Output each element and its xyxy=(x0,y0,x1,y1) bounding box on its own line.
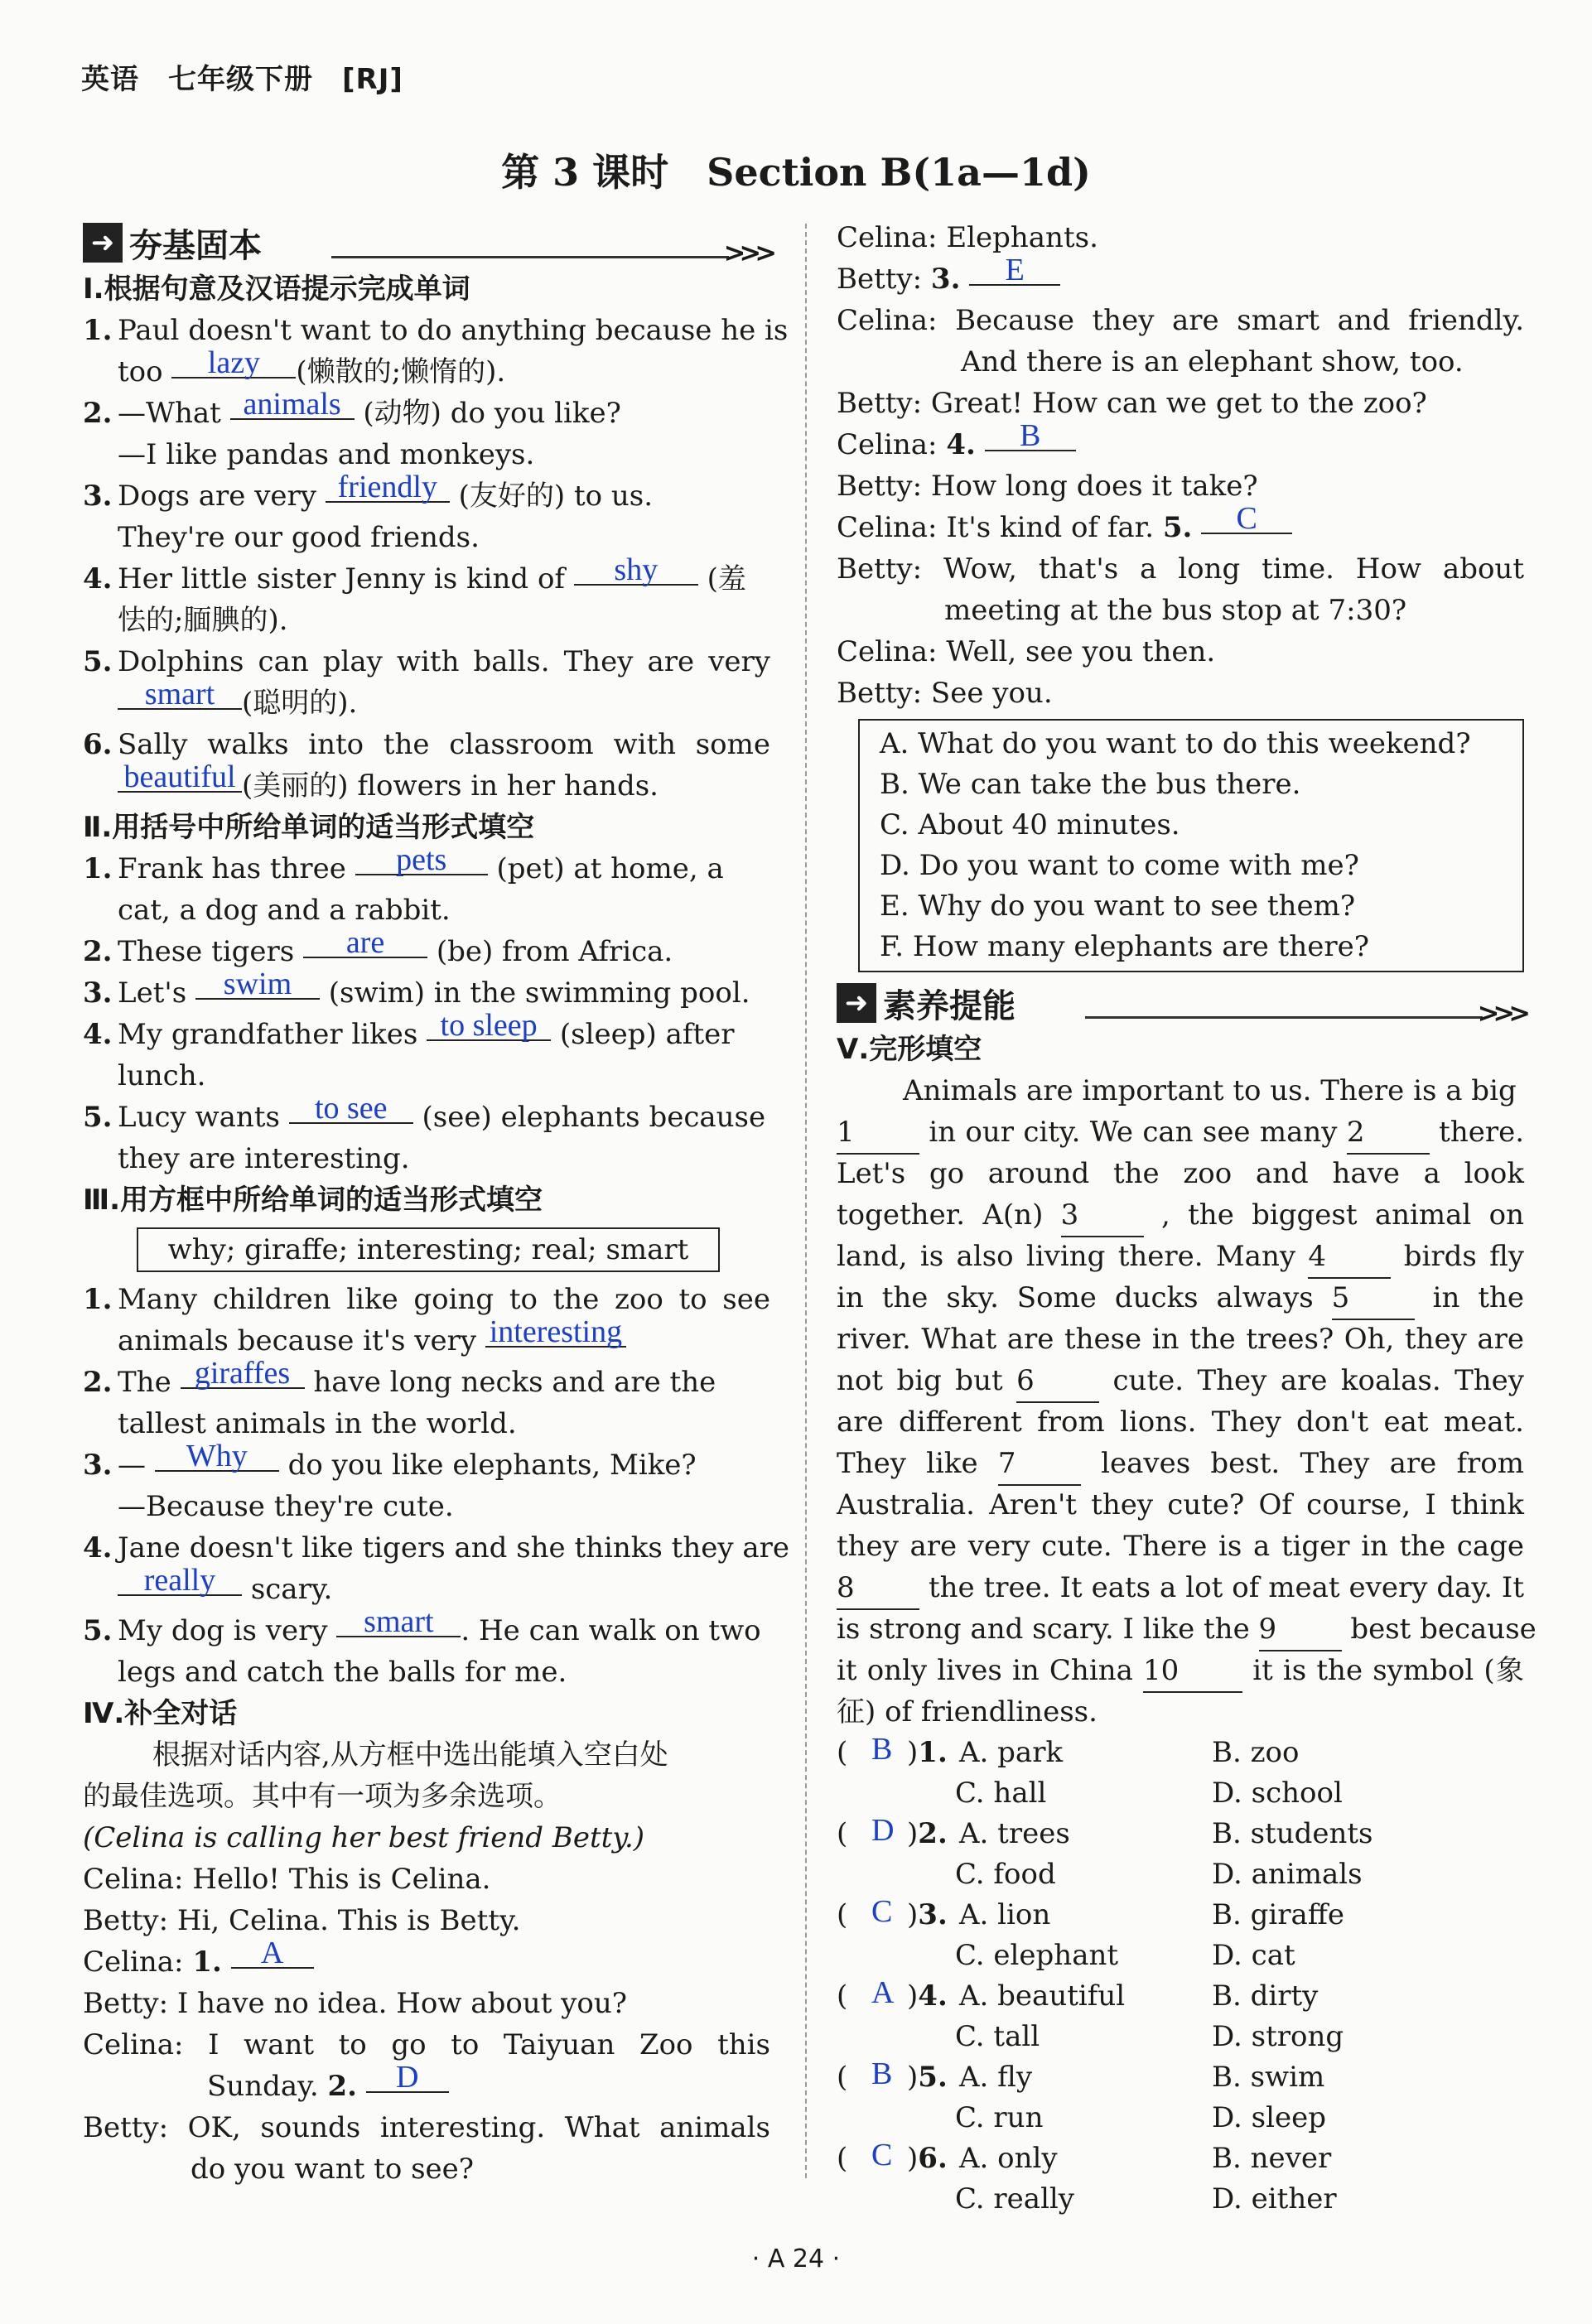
mc-question: ( B )5. A. fly B. swim xyxy=(837,2057,1524,2098)
section-3-heading: Ⅲ.用方框中所给单词的适当形式填空 xyxy=(83,1184,543,1217)
arrow-icon: ➜ xyxy=(837,983,876,1023)
cloze-blank[interactable]: 4 xyxy=(1308,1236,1391,1279)
multiple-choice-list xyxy=(837,1733,1524,2220)
mc-answer[interactable]: B xyxy=(871,1732,893,1767)
column-divider xyxy=(805,224,807,2178)
answer-blank[interactable]: shy xyxy=(574,556,698,586)
chevrons-icon: >>> xyxy=(723,237,770,268)
dialogue-blank[interactable]: B xyxy=(985,422,1076,451)
question-3-5: 5. My dog is very smart . He can walk on two xyxy=(83,1604,761,1647)
mc-answer[interactable]: C xyxy=(871,2138,893,2172)
mc-option-c[interactable]: C. really xyxy=(955,2182,1075,2216)
answer-blank[interactable]: Why xyxy=(155,1442,279,1472)
dialogue-blank[interactable]: D xyxy=(366,2063,449,2093)
mc-question-row2 xyxy=(837,2179,1524,2220)
mc-option-b[interactable]: B. students xyxy=(1212,1817,1373,1850)
cloze-blank[interactable]: 5 xyxy=(1332,1277,1415,1320)
mc-answer[interactable]: A xyxy=(871,1975,895,2010)
mc-option-b[interactable]: B. giraffe xyxy=(1212,1898,1345,1931)
answer-blank[interactable]: pets xyxy=(355,846,488,875)
mc-option-b[interactable]: B. never xyxy=(1212,2142,1332,2175)
answer-blank[interactable]: smart xyxy=(118,680,242,710)
question-1-5: 5. Dolphins can play with balls. They are very xyxy=(83,645,770,678)
question-3-4: 4. Jane doesn't like tigers and she thinks they are xyxy=(83,1531,790,1565)
mc-answer[interactable]: C xyxy=(871,1894,893,1929)
mc-option-c[interactable]: C. elephant xyxy=(955,1939,1119,1972)
mc-option-a[interactable]: A. fly xyxy=(959,2061,1033,2094)
cloze-blank[interactable]: 1 xyxy=(837,1111,919,1155)
mc-question: ( C )3. A. lion B. giraffe xyxy=(837,1895,1524,1936)
page-number: · A 24 · xyxy=(751,2244,841,2273)
cloze-blank[interactable]: 3 xyxy=(1061,1194,1144,1237)
dialogue-context: (Celina is calling her best friend Betty.) xyxy=(83,1821,645,1854)
mc-option-d[interactable]: D. animals xyxy=(1212,1858,1363,1891)
mc-option-d[interactable]: D. either xyxy=(1212,2182,1337,2216)
dialogue-blank[interactable]: A xyxy=(231,1939,314,1969)
cloze-blank[interactable]: 8 xyxy=(837,1567,919,1610)
question-3-2: 2. The giraffes have long necks and are the xyxy=(83,1356,716,1399)
mc-question-row2 xyxy=(837,2017,1524,2057)
mc-option-b[interactable]: B. swim xyxy=(1212,2061,1325,2094)
mc-option-c[interactable]: C. hall xyxy=(955,1777,1047,1810)
mc-answer[interactable]: D xyxy=(871,1813,895,1848)
mc-option-d[interactable]: D. strong xyxy=(1212,2020,1344,2053)
left-column: ➜ 夯基固本 >>> Ⅰ.根据句意及汉语提示完成单词 1. Paul doesn't want to do anything because he is too lazy (懒散的;懒惰的). 2. —What animals (动物) do you like? —I like pandas and monkeys. 3. Dogs are very friendly (友好的) to us. They're our good friends. 4. Her little sister Jenny is kind of shy (羞 怯的;腼腆的). 5. Dolphins can play with balls. They are very smart (聪明的). 6. Sally walks into the classroom with some beautiful (美丽的) flowers in her hands. Ⅱ.用括号中所给单词的适当形式填空 1. Frank has three pets (pet) at home, a cat, a dog and a rabbit. 2. These tigers are (be) from Africa. 3. Let's swim (swim) in the swimming pool. 4. My grandfather likes to sleep (sleep) after lunch. 5. Lucy wants to see (see) elephants because they are interesting. Ⅲ.用方框中所给单词的适当形式填空 why; giraffe; interesting; real; smart 1. Many children like going to the zoo to see animals because it's very interesting 2. The giraffes have long necks and are the tallest animals in the world. 3. — Why do you like elephants, Mike? —Because they're cute. 4. Jane doesn't like tigers and she thinks they are really scary. 5. My dog is very smart . He can walk on two legs and catch the balls for me. Ⅳ.补全对话 根据对话内容,从方框中选出能填入空白处 的最佳选项。其中有一项为多余选项。 (Celina is calling her best friend Betty.) Celina: Hello! This is Celina. Betty: Hi, Celina. This is Betty. Celina: 1. A Betty: I have no idea. How about you? Celina: I want to go to Taiyuan Zoo this Sunday. 2. D Betty: OK, sounds interesting. What animals do you want to see? xyxy=(83,217,770,2190)
mc-question-row2 xyxy=(837,2098,1524,2138)
mc-question: ( A )4. A. beautiful B. dirty xyxy=(837,1976,1524,2017)
mc-question-row2 xyxy=(837,1773,1524,1814)
mc-option-c[interactable]: C. run xyxy=(955,2101,1044,2134)
answer-blank[interactable]: swim xyxy=(195,970,320,1000)
question-1-6: 6. Sally walks into the classroom with some xyxy=(83,728,770,761)
cloze-blank[interactable]: 6 xyxy=(1016,1360,1099,1403)
question-2-5: 5. Lucy wants to see (see) elephants because xyxy=(83,1091,766,1134)
answer-blank[interactable]: animals xyxy=(230,390,355,420)
mc-answer[interactable]: B xyxy=(871,2056,893,2091)
section-5-heading: Ⅴ.完形填空 xyxy=(837,1033,982,1066)
option-f: F. How many elephants are there? xyxy=(880,930,1369,963)
option-c: C. About 40 minutes. xyxy=(880,808,1180,841)
mc-option-c[interactable]: C. food xyxy=(955,1858,1056,1891)
mc-option-d[interactable]: D. sleep xyxy=(1212,2101,1326,2134)
question-2-4: 4. My grandfather likes to sleep (sleep) after xyxy=(83,1008,735,1051)
options-box xyxy=(858,719,1524,972)
cloze-blank[interactable]: 10 xyxy=(1143,1650,1242,1693)
question-3-3: 3. — Why do you like elephants, Mike? xyxy=(83,1439,697,1482)
word-box: why; giraffe; interesting; real; smart xyxy=(137,1227,720,1272)
section-banner-basic: ➜ 夯基固本 >>> xyxy=(83,217,770,268)
answer-blank[interactable]: smart xyxy=(336,1608,461,1637)
mc-option-a[interactable]: A. only xyxy=(959,2142,1058,2175)
mc-question: ( C )6. A. only B. never xyxy=(837,2138,1524,2179)
lesson-title: 第 3 课时 Section B(1a—1d) xyxy=(501,150,1091,195)
question-2-2: 2. These tigers are (be) from Africa. xyxy=(83,925,673,968)
option-e: E. Why do you want to see them? xyxy=(880,890,1356,923)
chevrons-icon: >>> xyxy=(1477,997,1524,1029)
mc-option-b[interactable]: B. zoo xyxy=(1212,1736,1300,1769)
answer-blank[interactable]: to sleep xyxy=(427,1011,551,1041)
mc-question: ( B )1. A. park B. zoo xyxy=(837,1733,1524,1773)
mc-option-d[interactable]: D. school xyxy=(1212,1777,1343,1810)
mc-option-a[interactable]: A. trees xyxy=(959,1817,1070,1850)
mc-option-d[interactable]: D. cat xyxy=(1212,1939,1295,1972)
answer-blank[interactable]: really xyxy=(118,1566,242,1596)
answer-blank[interactable]: friendly xyxy=(326,473,450,503)
mc-option-a[interactable]: A. park xyxy=(959,1736,1064,1769)
section-banner-advanced: ➜ 素养提能 >>> xyxy=(837,977,1524,1029)
option-d: D. Do you want to come with me? xyxy=(880,849,1359,882)
answer-blank[interactable]: lazy xyxy=(171,349,296,378)
question-2-1: 1. Frank has three pets (pet) at home, a xyxy=(83,842,724,885)
mc-question-row2 xyxy=(837,1936,1524,1976)
dialogue-blank[interactable]: E xyxy=(969,256,1060,286)
page-header: 英语 七年级下册 [RJ] xyxy=(81,63,403,96)
dialogue-blank[interactable]: C xyxy=(1201,504,1292,534)
answer-blank[interactable]: giraffes xyxy=(181,1359,305,1389)
option-a: A. What do you want to do this weekend? xyxy=(880,727,1471,760)
section-1-heading: Ⅰ.根据句意及汉语提示完成单词 xyxy=(83,272,470,306)
answer-blank[interactable]: beautiful xyxy=(118,763,242,793)
question-1-1: 1. Paul doesn't want to do anything because he is xyxy=(83,314,789,347)
cloze-blank[interactable]: 9 xyxy=(1259,1608,1342,1651)
question-1-4: 4. Her little sister Jenny is kind of shy (羞 xyxy=(83,552,746,595)
cloze-blank[interactable]: 7 xyxy=(998,1443,1081,1486)
mc-option-a[interactable]: A. lion xyxy=(959,1898,1051,1931)
mc-question: ( D )2. A. trees B. students xyxy=(837,1814,1524,1854)
answer-blank[interactable]: interesting xyxy=(485,1318,626,1348)
option-b: B. We can take the bus there. xyxy=(880,768,1301,801)
cloze-blank[interactable]: 2 xyxy=(1347,1111,1430,1155)
mc-option-a[interactable]: A. beautiful xyxy=(959,1979,1126,2013)
question-2-3: 3. Let's swim (swim) in the swimming pool. xyxy=(83,967,750,1010)
arrow-icon: ➜ xyxy=(83,223,123,263)
right-column: Celina: Elephants. Betty: 3. E Celina: Because they are smart and friendly. And there is an elephant show, too. Betty: Great! How can we get to the zoo? Celina: 4. B Betty: How long does it take? Celina: It's kind of far. 5. C Betty: Wow, that's a long time. How about meeting at the bus stop at 7:30? Celina: Well, see you then. Betty: See you. A. What do you want to do this weekend? B. We can take the bus there. C. About 40 minutes. D. Do you want to come with me? E. Why do you want to see them? F. How many elephants are there? ➜ 素养提能 >>> Ⅴ.完形填空 Animals are important to us. There is a big 1 in our city. We can see many 2 there. Let's go around the zoo and have a look together. A(n) 3 , the biggest animal on land, is also living there. Many 4 birds fly in the sky. Some ducks always 5 in the river. What are these in the trees? Oh, they are not big but 6 cute. They are koalas. They are different from lions. They don't eat meat. They like 7 leaves best. They are from Australia. Aren't they cute? Of course, I think they are very cute. There is a tiger in the cage 8 the tree. It eats a lot of meat every day. It is strong and scary. I like the 9 best because it only lives in China 10 it is the symbol (象 征) of friendliness. ( B )1. A. park B. zoo C. hall D. school ( D )2. A. trees B. students C. food D. animals ( C )3. A. lion B. giraffe C. elephant D. cat ( A )4. A. beautiful B. dirty C. tall D. strong ( B )5. A. fly B. swim C. run D. sleep ( C )6. A. only B. never C. really D. either xyxy=(837,217,1524,2220)
section-4-heading: Ⅳ.补全对话 xyxy=(83,1697,238,1730)
answer-blank[interactable]: are xyxy=(303,928,427,958)
question-1-3: 3. Dogs are very friendly (友好的) to us. xyxy=(83,470,654,513)
mc-option-b[interactable]: B. dirty xyxy=(1212,1979,1319,2013)
question-1-2: 2. —What animals (动物) do you like? xyxy=(83,387,621,430)
section-2-heading: Ⅱ.用括号中所给单词的适当形式填空 xyxy=(83,811,535,844)
answer-blank[interactable]: to see xyxy=(289,1094,413,1124)
mc-option-c[interactable]: C. tall xyxy=(955,2020,1040,2053)
mc-question-row2 xyxy=(837,1854,1524,1895)
question-3-1: 1. Many children like going to the zoo to see xyxy=(83,1283,770,1316)
